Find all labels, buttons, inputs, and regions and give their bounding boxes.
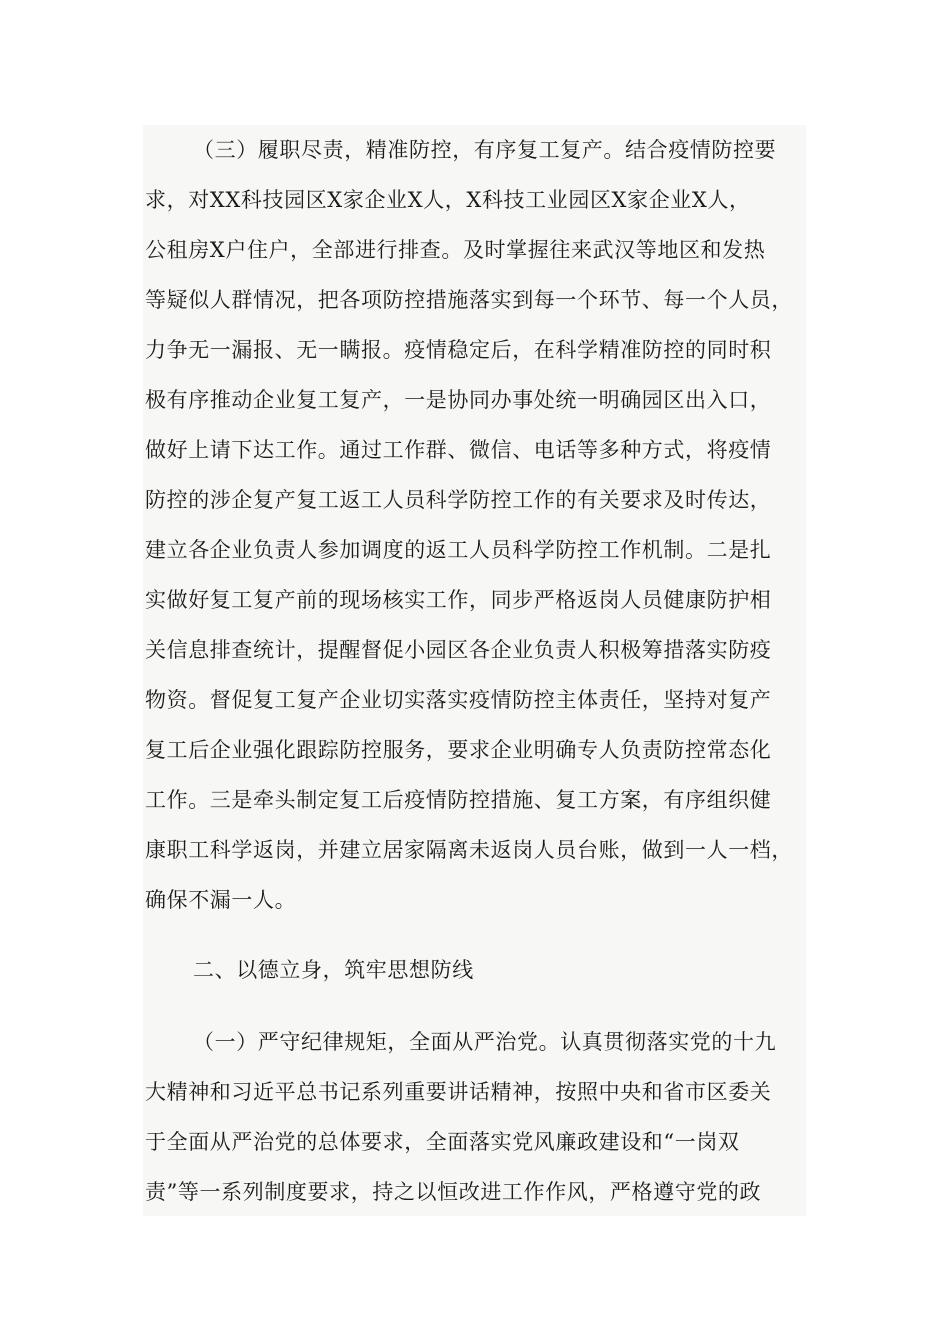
- paragraph-line: 康职工科学返岗，并建立居家隔离未返岗人员台账，做到一人一档，: [145, 838, 793, 862]
- paragraph-line: 防控的涉企复产复工返工人员科学防控工作的有关要求及时传达，: [145, 488, 772, 512]
- paragraph-line: 做好上请下达工作。通过工作群、微信、电话等多种方式，将疫情: [145, 438, 772, 462]
- paragraph-line: 工作。三是牵头制定复工后疫情防控措施、复工方案，有序组织健: [145, 788, 772, 812]
- paragraph-line: 关信息排查统计，提醒督促小园区各企业负责人积极筹措落实防疫: [145, 638, 772, 662]
- paragraph-line: 复工后企业强化跟踪防控服务，要求企业明确专人负责防控常态化: [145, 738, 772, 762]
- paragraph-line: 物资。督促复工复产企业切实落实疫情防控主体责任，坚持对复产: [145, 688, 772, 712]
- paragraph-line: 力争无一漏报、无一瞒报。疫情稳定后，在科学精准防控的同时积: [145, 338, 772, 362]
- paragraph-line: 大精神和习近平总书记系列重要讲话精神，按照中央和省市区委关: [145, 1080, 772, 1104]
- paragraph-line: 建立各企业负责人参加调度的返工人员科学防控工作机制。二是扎: [145, 538, 772, 562]
- paragraph-line: 求，对XX科技园区X家企业X人，X科技工业园区X家企业X人，: [145, 188, 751, 212]
- paragraph-line: 等疑似人群情况，把各项防控措施落实到每一个环节、每一个人员，: [145, 288, 793, 312]
- paragraph-line: （三）履职尽责，精准防控，有序复工复产。结合疫情防控要: [193, 138, 777, 162]
- paragraph-line: 责”等一系列制度要求，持之以恒改进工作作风，严格遵守党的政: [145, 1180, 762, 1204]
- heading-2: 二、以德立身，筑牢思想防线: [193, 958, 474, 982]
- paragraph-line: 确保不漏一人。: [145, 888, 297, 912]
- paragraph-line: 极有序推动企业复工复产，一是协同办事处统一明确园区出入口，: [145, 388, 772, 412]
- paragraph-line: 实做好复工复产前的现场核实工作，同步严格返岗人员健康防护相: [145, 588, 772, 612]
- paragraph-line: 于全面从严治党的总体要求，全面落实党风廉政建设和“一岗双: [145, 1130, 740, 1154]
- paragraph-line: 公租房X户住户，全部进行排查。及时掌握往来武汉等地区和发热: [145, 238, 766, 262]
- paragraph-line: （一）严守纪律规矩，全面从严治党。认真贯彻落实党的十九: [193, 1030, 777, 1054]
